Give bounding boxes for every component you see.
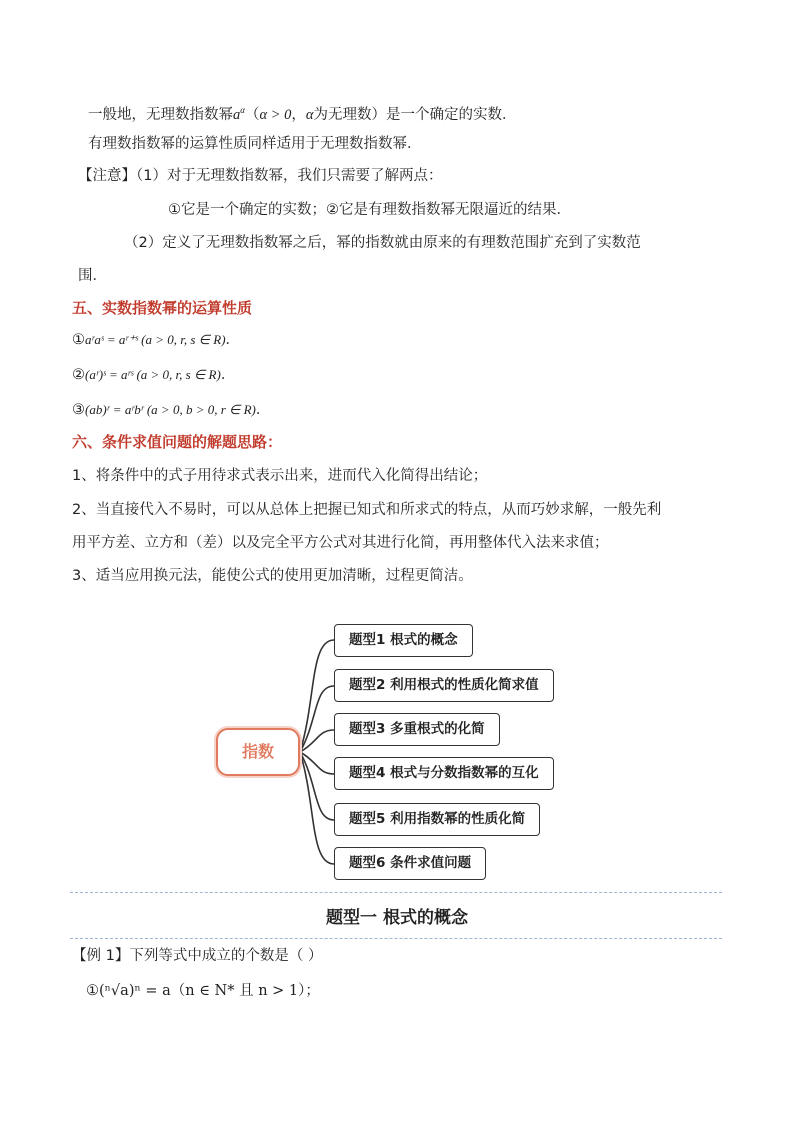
note-item1-text: （1）对于无理数指数幂，我们只需要了解两点： xyxy=(136,168,443,184)
para1-suffix: 为无理数）是一个确定的实数． xyxy=(313,106,517,123)
para1-sep: ， xyxy=(291,106,306,123)
connector-3 xyxy=(300,730,334,752)
mindmap-branch-4: 题型4 根式与分数指数幂的互化 xyxy=(334,757,554,790)
example-item-1: ①(ⁿ√a)ⁿ = a（n ∈ N* 且 n > 1）； xyxy=(86,983,320,999)
note-label: 【注意】 xyxy=(78,168,136,184)
para1-base: a xyxy=(233,106,241,123)
divider-bottom xyxy=(70,938,722,939)
para1-open: （ xyxy=(244,106,260,123)
example-question: 【例 1】下列等式中成立的个数是（ ） xyxy=(72,948,323,964)
rule-1-formula: aʳaˢ = aʳ⁺ˢ (a > 0, r, s ∈ R) xyxy=(85,332,226,347)
divider-top xyxy=(70,892,722,893)
section6-item-2: 2、当直接代入不易时，可以从总体上把握已知式和所求式的特点，从而巧妙求解，一般先利 xyxy=(72,502,662,518)
section6-item-2-cont: 用平方差、立方和（差）以及完全平方公式对其进行化简，再用整体代入法来求值； xyxy=(72,535,609,551)
rule-2-num: ② xyxy=(72,367,85,383)
type-heading: 题型一 根式的概念 xyxy=(326,908,468,928)
connector-4 xyxy=(300,752,334,774)
paragraph-rational-rules: 有理数指数幂的运算性质同样适用于无理数指数幂． xyxy=(88,136,422,152)
section6-item-3: 3、适当应用换元法，能使公式的使用更加清晰，过程更简洁。 xyxy=(72,568,473,584)
note-item1 xyxy=(78,166,442,186)
section6-title: 六、条件求值问题的解题思路： xyxy=(72,433,283,451)
mindmap-branch-5: 题型5 利用指数幂的性质化简 xyxy=(334,803,540,836)
rule-1-end: ． xyxy=(225,332,241,348)
rule-1 xyxy=(72,330,240,350)
paragraph-irrational-power xyxy=(88,100,517,125)
para1-alpha: α xyxy=(305,106,314,123)
rule-2 xyxy=(72,365,235,385)
rule-3-end: ． xyxy=(255,402,271,418)
note-points: ①它是一个确定的实数；②它是有理数指数幂无限逼近的结果． xyxy=(168,202,571,218)
section6-item-1: 1、将条件中的式子用待求式表示出来，进而代入化简得出结论； xyxy=(72,468,488,484)
connector-1 xyxy=(300,640,334,752)
note-item2-line1: （2）定义了无理数指数幂之后，幂的指数就由原来的有理数范围扩充到了实数范 xyxy=(124,235,641,251)
para1-cond: α > 0 xyxy=(259,106,292,123)
rule-3 xyxy=(72,400,270,420)
section5-title: 五、实数指数幂的运算性质 xyxy=(72,299,253,317)
rule-2-formula: (aʳ)ˢ = aʳˢ (a > 0, r, s ∈ R) xyxy=(85,367,221,382)
note-item2-line2: 围． xyxy=(78,268,107,284)
connector-5 xyxy=(300,752,334,820)
mindmap-branch-3: 题型3 多重根式的化简 xyxy=(334,713,500,746)
mindmap-center-node: 指数 xyxy=(216,728,300,776)
rule-3-formula: (ab)ʳ = aʳbʳ (a > 0, b > 0, r ∈ R) xyxy=(85,402,256,417)
para1-prefix: 一般地，无理数指数幂 xyxy=(88,106,233,123)
rule-1-num: ① xyxy=(72,332,85,348)
rule-2-end: ． xyxy=(220,367,236,383)
connector-6 xyxy=(300,752,334,864)
para1-exp: α xyxy=(240,105,245,115)
mindmap-branch-2: 题型2 利用根式的性质化简求值 xyxy=(334,669,554,702)
mindmap-branch-1: 题型1 根式的概念 xyxy=(334,624,473,657)
mindmap-branch-6: 题型6 条件求值问题 xyxy=(334,847,486,880)
connector-2 xyxy=(300,686,334,752)
rule-3-num: ③ xyxy=(72,402,85,418)
